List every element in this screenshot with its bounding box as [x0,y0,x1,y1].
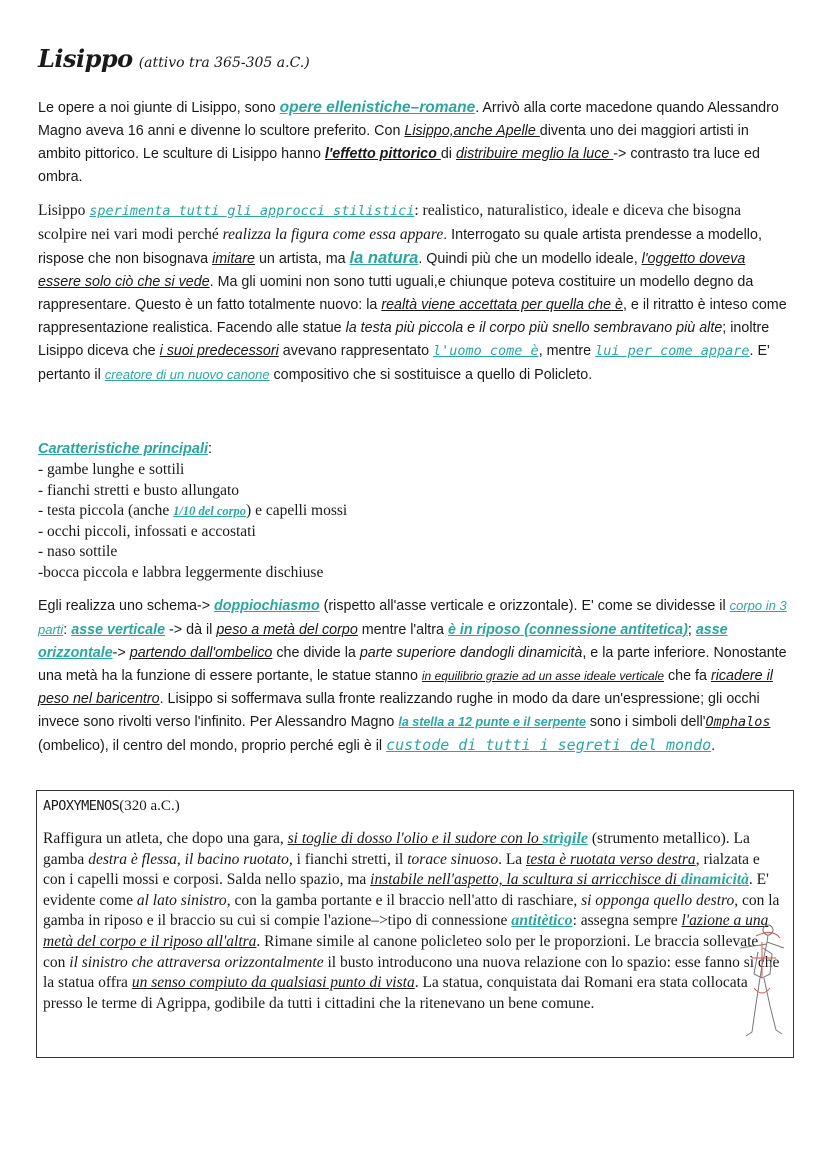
italic: parte superiore dandogli dinamicità [359,645,583,661]
text: ) e capelli mossi [246,502,348,519]
text: : [63,622,72,638]
text: . Lisippo si soffermava sulla fronte realizzando rughe in modo da dare un'espressione; gli occhi invece sono rivolti verso l'infinito. Per Alessandro Magno [38,691,760,730]
title-dates: (attivo tra 365-305 a.C.) [138,55,310,71]
text: , con la gamba portante e il braccio nell'atto di raschiare, [226,891,582,909]
underlined: un senso compiuto da qualsiasi punto di vista [131,974,415,992]
text: il busto introducono una nuova relazione con lo spazio: esse fanno sì che la statua offra [43,953,780,992]
italic: destra è flessa [88,850,177,868]
highlight: custode di tutti i segreti del mondo [386,736,712,754]
features-heading: Caratteristiche principali [38,441,209,457]
text: . [711,738,716,754]
text: . Interrogato su quale artista prendesse a modello, rispose che non bisognava [38,227,762,267]
text: di [440,146,456,162]
text: . Ma gli uomini non sono tutti uguali,e chiunque poteva costituire un modello degno da rappresentare. Questo è un fatto totalmente nuovo: la [38,274,754,313]
text: un artista, ma [254,251,350,267]
underlined: partendo dall'ombelico [129,645,273,661]
box-title-caps: APOXYMENOS [43,798,120,814]
highlight: è in riposo (connessione antitetica) [447,622,688,638]
box-text [43,829,783,1014]
underlined: Lisippo,anche Apelle [404,123,540,139]
highlight: lui per come appare [595,343,750,359]
text: (strumento metallico). La gamba [43,830,750,868]
text: , [176,850,185,868]
underlined: instabile nell'aspetto, la scultura si arricchisce di [370,871,681,889]
text: : [208,441,213,457]
text: Egli realizza uno schema-> [38,598,215,614]
highlight: asse verticale [71,622,166,638]
underlined: realtà viene accettata per quella che è [381,297,623,313]
underlined: testa è ruotata verso destra [526,850,696,868]
text: . La [498,850,527,868]
text: ; inoltre Lisippo diceva che [38,320,770,359]
text: (rispetto all'asse verticale e orizzontale). E' come se dividesse il [319,598,730,614]
text: Le opere a noi giunte di Lisippo, sono [38,100,280,116]
highlight: dinamicità [680,871,749,889]
underlined: peso a metà del corpo [216,622,358,638]
features-heading-row [38,438,347,460]
text: mentre l'altra [357,622,448,638]
highlight: creatore di un nuovo canone [104,367,270,382]
list-item: - naso sottile [38,543,118,560]
page-title [38,44,310,73]
text: compositivo che si sostituisce a quello di Policleto. [269,367,593,383]
underlined: Omphalos [705,714,771,730]
text: ; [687,622,696,638]
italic: si opponga quello destro [581,891,735,909]
text: . Arrivò alla corte macedone quando Alessandro Magno aveva 16 anni e divenne lo scultore preferito. Con [38,100,779,139]
highlight: la stella a 12 punte e il serpente [398,715,586,729]
text: , con la gamba in riposo e il braccio su cui si compie l'azione–>tipo di connessione [43,891,780,930]
text: : assegna sempre [572,912,682,930]
text: -> [112,645,130,661]
highlight: la natura [349,249,419,267]
text: , e il ritratto è inteso come rappresentazione realistica. Facendo alle statue [38,297,787,336]
italic: il bacino ruotato [184,850,289,868]
text: . Quindi più che un modello ideale, [418,251,642,267]
box-title [43,798,180,815]
text: che divide la [272,645,360,661]
underlined: distribuire meglio la luce [455,146,614,162]
underlined: l'oggetto doveva essere solo ciò che si vede [38,251,746,290]
italic: realizza la figura come essa appare [222,226,444,243]
text: che fa [664,668,711,684]
text: Lisippo [38,202,90,219]
text: , e la parte inferiore. Nonostante una metà ha la funzione di essere portante, le statue stanno [38,645,787,684]
highlight: corpo in 3 parti [38,598,787,637]
text: diventa uno dei maggiori artisti in ambito pittorico. Le sculture di Lisippo hanno [38,123,749,162]
underlined: i suoi predecessori [159,343,279,359]
intro-paragraph [38,96,790,189]
underlined: ricadere il peso nel baricentro [38,668,773,707]
highlight: opere ellenistiche–romane [279,99,476,116]
text: -> dà il [165,622,217,638]
list-item: - gambe lunghe e sottili [38,461,185,478]
underlined: imitare [212,251,255,267]
text: , rialzata e con i capelli mossi e corposi. Salda nello spazio, ma [43,850,760,889]
italic: la testa più piccola e il corpo più snello sembravano più alte [345,320,723,336]
text: Raffigura un atleta, che dopo una gara, [43,830,288,847]
highlight: antitètico [511,912,573,930]
text: sono i simboli dell' [585,714,706,730]
text: . E' pertanto il [38,343,770,383]
text: . E' evidente come [43,871,769,909]
text: , mentre [538,343,596,359]
text: . Rimane simile al canone policleteo solo per le proporzioni. Le braccia sollevate con [43,932,759,971]
text: - testa piccola (anche [38,502,174,519]
list-item: - occhi piccoli, infossati e accostati [38,522,256,540]
apoxyomenos-box [36,790,794,1058]
highlight: 1/10 del corpo [173,504,247,518]
box-title-year: (320 a.C.) [119,798,180,814]
scheme-paragraph [38,594,790,758]
text: -> contrasto tra luce ed ombra. [38,146,760,185]
text: : realistico, naturalistico, ideale e diceva che bisogna scolpire nei vari modi perché [38,202,742,243]
list-item [38,501,347,522]
text: (ombelico), il centro del mondo, proprio perché egli è il [38,738,387,754]
text: , i fianchi stretti, il [288,850,408,868]
text: . La statua, conquistata dai Romani era stata collocata presso le terme di Agrippa, godibile da tutti i cittadini che la ritenevano un bene comune. [43,974,748,1012]
apoxyomenos-sketch-icon [732,918,788,1040]
highlight: sperimenta tutti gli approcci stilistici [89,203,415,219]
underlined-bold: l'effetto pittorico [324,146,441,162]
underlined: si toglie di dosso l'olio e il sudore con lo [287,830,543,847]
highlight: doppiochiasmo [214,598,320,614]
text: avevano rappresentato [278,343,434,359]
title-name: Lisippo [38,44,133,73]
highlight: asse orizzontale [38,622,728,661]
italic: al lato sinistro [136,891,227,909]
underlined: l'azione a una metà del corpo e il riposo all'altra [43,912,769,950]
italic: torace sinuoso [407,850,499,868]
underlined: in equilibrio grazie ad un asse ideale verticale [421,669,665,683]
style-paragraph [38,199,790,387]
highlight: strìgile [542,830,588,847]
list-item: - fianchi stretti e busto allungato [38,481,240,499]
highlight: l'uomo come è [433,343,539,359]
list-item: -bocca piccola e labbra leggermente dischiuse [38,563,324,581]
features-list [38,438,347,583]
italic: il sinistro che attraversa orizzontalmente [69,953,324,971]
